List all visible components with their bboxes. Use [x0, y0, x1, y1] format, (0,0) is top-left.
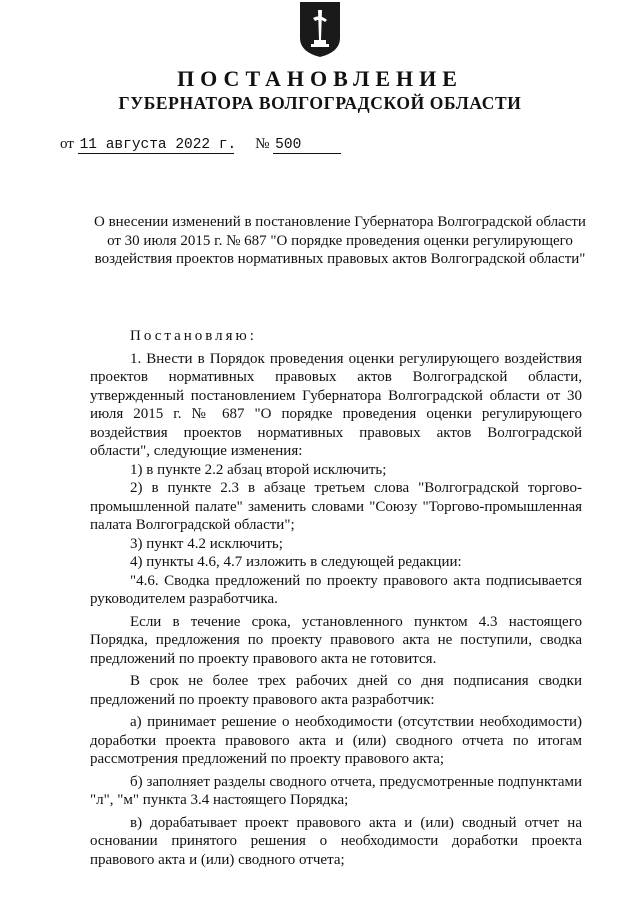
paragraph: б) заполняет разделы сводного отчета, предусмотренные подпунктами "л", "м" пункта 3.4 настоящего Порядка;: [90, 773, 582, 808]
document-date: 11 августа 2022 г.: [79, 137, 237, 153]
issuer-title: ГУБЕРНАТОРА ВОЛГОГРАДСКОЙ ОБЛАСТИ: [118, 93, 522, 113]
document-meta: [60, 136, 341, 154]
coat-of-arms-icon: [297, 0, 343, 58]
paragraph: "4.6. Сводка предложений по проекту правового акта подписывается руководителем разработчика.: [90, 572, 582, 607]
number-sign: №: [255, 136, 270, 152]
document-type-title: ПОСТАНОВЛЕНИЕ: [177, 66, 463, 91]
paragraph: в) дорабатывает проект правового акта и (или) сводный отчет на основании принятого решения о необходимости доработки проекта правового акта и (или) сводного отчета;: [90, 814, 582, 868]
document-subject: О внесении изменений в постановление Губернатора Волгоградской области от 30 июля 2015 г. № 687 "О порядке проведения оценки регулирующего воздействия проектов нормативных правовых актов Волгоградской области": [94, 214, 586, 267]
paragraph: 4) пункты 4.6, 4.7 изложить в следующей редакции:: [130, 554, 462, 570]
paragraph: В срок не более трех рабочих дней со дня подписания сводки предложений по проекту правового акта разработчик:: [90, 673, 582, 708]
paragraph: 2) в пункте 2.3 в абзаце третьем слова "Волгоградской торгово-промышленной палате" заменить словами "Союзу "Торгово-промышленная палата Волгоградской области";: [90, 480, 582, 533]
paragraph: а) принимает решение о необходимости (отсутствии необходимости) доработки проекта правового акта и (или) сводного отчета по итогам рассмотрения предложений по проекту правового акта;: [90, 714, 582, 767]
date-prefix: от: [60, 136, 74, 152]
paragraph: 1) в пункте 2.2 абзац второй исключить;: [130, 461, 387, 478]
paragraph: Если в течение срока, установленного пунктом 4.3 настоящего Порядка, предложения по проекту правового акта не поступили, сводка предложений по проекту правового акта не готовится.: [90, 613, 582, 667]
decree-opening: Постановляю:: [130, 328, 257, 344]
paragraph: 1. Внести в Порядок проведения оценки регулирующего воздействия проектов нормативных правовых актов Волгоградской области, утвержденный постановлением Губернатора Волгоградской области от 30 июля 2015 г. № 687 "О порядке проведения оценки регулирующего воздействия проектов нормативных правовых актов Волгоградской области", следующие изменения:: [90, 350, 582, 459]
document-body: [90, 327, 582, 869]
document-number: 500: [273, 137, 341, 154]
paragraph: 3) пункт 4.2 исключить;: [130, 535, 283, 552]
